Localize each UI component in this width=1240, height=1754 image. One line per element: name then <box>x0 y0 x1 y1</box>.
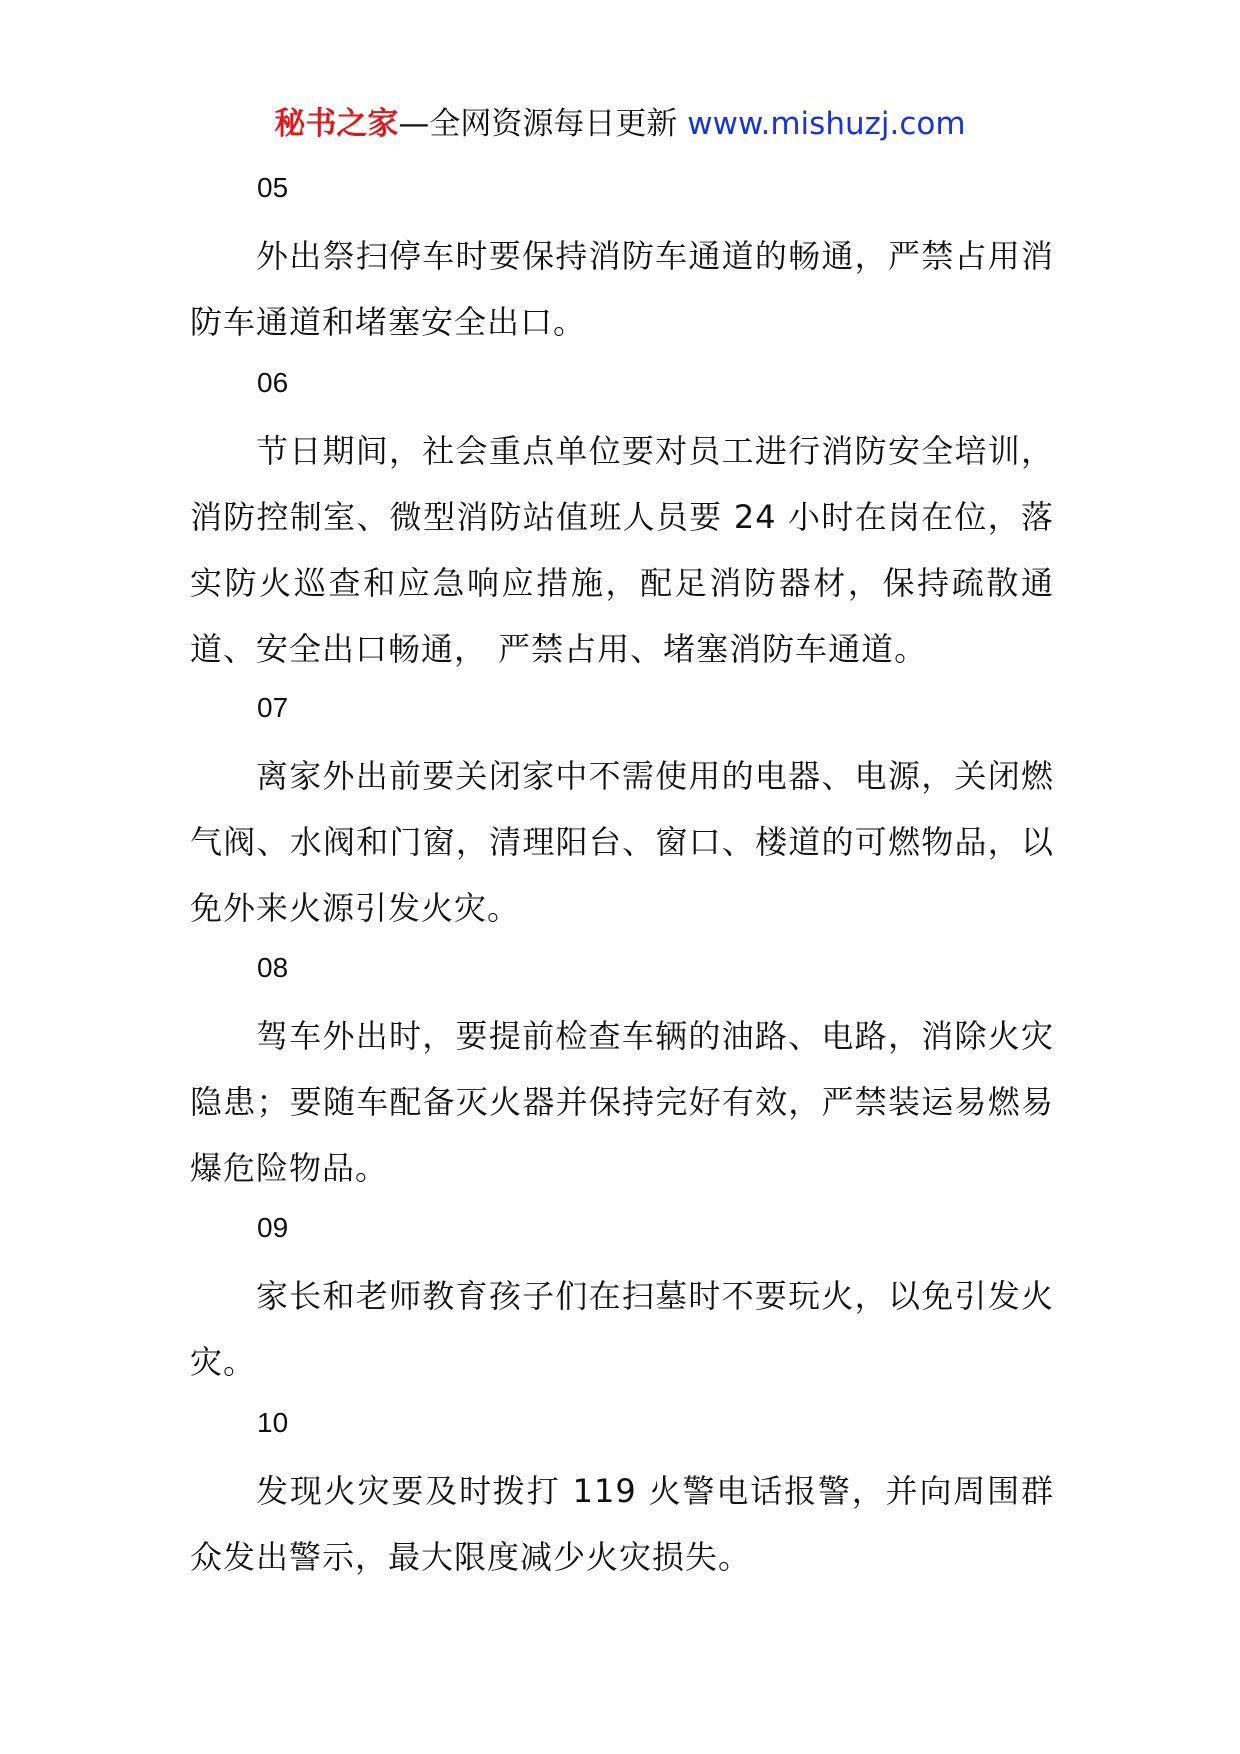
item-paragraph: 驾车外出时，要提前检查车辆的油路、电路，消除火灾隐患；要随车配备灭火器并保持完好有效，严禁装运易燃易爆危险物品。 <box>190 1017 1054 1187</box>
item-number: 08 <box>257 952 289 983</box>
item-paragraph: 节日期间，社会重点单位要对员工进行消防安全培训，消防控制室、微型消防站值班人员要 24 小时在岗在位，落实防火巡查和应急响应措施，配足消防器材，保持疏散通道、安全出口畅通， 严禁占用、堵塞消防车通道。 <box>190 432 1054 668</box>
item-number: 05 <box>257 172 289 203</box>
brand-name: 秘书之家 <box>274 106 399 142</box>
item-paragraph: 外出祭扫停车时要保持消防车通道的畅通，严禁占用消防车通道和堵塞安全出口。 <box>190 237 1054 341</box>
item-paragraph: 发现火灾要及时拨打 119 火警电话报警，并向周围群众发出警示，最大限度减少火灾损失。 <box>190 1472 1054 1576</box>
item-number: 06 <box>257 367 289 398</box>
header-tagline: —全网资源每日更新 <box>398 106 678 142</box>
item-paragraph: 家长和老师教育孩子们在扫墓时不要玩火，以免引发火灾。 <box>190 1277 1054 1381</box>
item-number: 10 <box>257 1407 289 1438</box>
item-number: 07 <box>257 692 289 723</box>
site-link[interactable]: www.mishuzj.com <box>687 106 966 142</box>
item-paragraph: 离家外出前要关闭家中不需使用的电器、电源，关闭燃气阀、水阀和门窗，清理阳台、窗口、楼道的可燃物品，以免外来火源引发火灾。 <box>190 757 1054 927</box>
item-number: 09 <box>257 1212 289 1243</box>
